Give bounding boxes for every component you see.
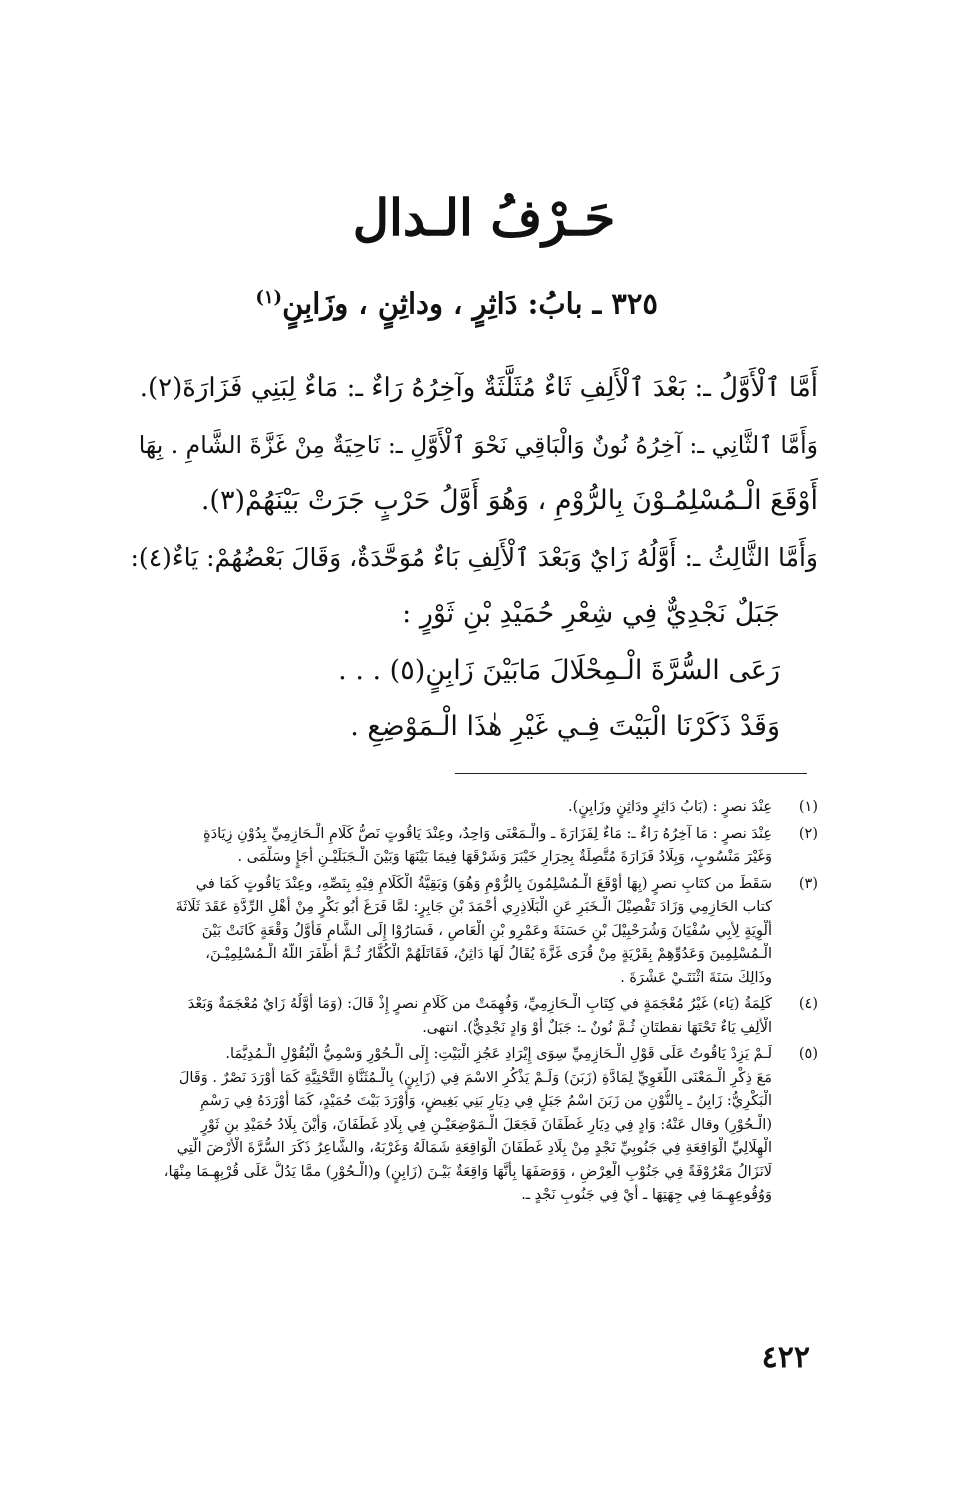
footnote-line: الْـمُسْلِمِينَ وَعَدُوِّهِمْ بِقَرْيَةٍ مِنْ قُرَى غَزَّةَ يُقَالُ لَهَا دَاثِنُ، فَقَاتَلَهُمْ الْكُفَّارُ ثُـمَّ أَظْفَرَ اللَّهُ الْـمُسْلِمِيْـنَ، (205, 946, 772, 962)
footnote-line: وذَالِكَ سَنَةَ اثْنَتَـيْ عَشْرَةَ . (620, 969, 772, 986)
footnote-line: سَقَطَ من كتَابِ نصرٍ (بِهَا أَوْقَعَ الْـمُسْلِمُونَ بِالرُّوْمِ وَهُوَ) وَبَقِيَّةُ الْكَلَامِ فِيْهِ بِنَصِّهِ، وعِنْدَ يَاقُوتٍ كَمَا في (195, 875, 772, 892)
footnote-number: (٤) (798, 996, 818, 1012)
section-heading (238, 278, 658, 324)
body-line: رَعَى السُّرَّةَ الْـمِحْلَالَ مَابَيْنَ زَابِنٍ(٥) . . . (338, 654, 780, 686)
footnote-text (98, 873, 772, 991)
body-text (128, 360, 818, 756)
footnote-number: (٣) (798, 875, 818, 892)
footnote-line: كتاب الحَازِمِي وَزَادَ تَفْصِيْلَ الْـخَبَرِ عَنِ الْبَلَاذِرِي أَحْمَدَ بْنِ جَابِرٍ: لمَّا فَرَغَ أَبُو بَكْرٍ مِنْ أَهْلِ الرِّدَّةِ عَقَدَ ثَلَاثَةَ (175, 899, 772, 915)
body-line: وَأَمَّا الثَّالِثُ ـ: أَوَّلُهُ زَايٌ وَبَعْدَ ٱلْأَلِفِ بَاءٌ مُوَحَّدَةٌ، وَقَالَ بَعْضُهُمْ: يَاءٌ(٤): (130, 542, 818, 572)
footnote-number: (١) (798, 799, 818, 815)
footnote (98, 796, 818, 820)
footnote-line: لَـمْ يَزِدْ يَاقُوتُ عَلَى قَوْلِ الْـحَازِمِيِّ سِوَى إِيْرَادِ عَجُزِ الْبَيْتِ: إِلَى الْـحُوْرِ وَسْمِيُّ الْبُقُوْلِ الْـمُدِيَّمَا. (225, 1046, 772, 1062)
chapter-title: حَـرْفُ الـدال (352, 188, 616, 247)
footnote-line: كَلِمَةُ (يَاء) غَيْرُ مُعْجَمَةٍ في كِتَابِ الْـحَازِمِيِّ، وَفُهِمَتْ من كَلَامِ نصرٍ إِذْ قَالَ: (وَمَا أَوَّلُهُ زَايٌ مُعْجَمَةٌ وَبَعْدَ (187, 996, 772, 1012)
footnote-text (98, 1043, 772, 1208)
footnote-line: عِنْدَ نصرٍ : مَا آخِرُهُ رَاءٌ ـ: مَاءٌ لِفَزَارَةَ ـ والْـمَعْنَى وَاحِدٌ، وعِنْدَ يَاقُوتٍ نَصُّ كَلَامِ الْـحَازِمِيِّ بِدُوْنِ زِيَادَةٍ (203, 825, 772, 842)
footnote-separator (455, 773, 807, 774)
footnote-line: عِنْدَ نصرٍ : (بَابُ دَاثِرٍ ودَاثِنٍ وزَابِنٍ). (567, 799, 772, 815)
footnote-text (98, 796, 772, 820)
footnote-line: وَغَيْرَ مَنْسُوبٍ، وَبِلَادُ فَزَارَةَ مُتَّصِلَةٌ بِحِرَارِ خَيْبَرَ وَشَرْقَهَا فِيمَا بَيْنَهَا وَبَيْنَ الْـجَبَلَيْـنِ أَجَإٍ وسَلْمَى . (237, 849, 772, 865)
footnotes (98, 796, 818, 1211)
footnote-line: أَلْوِيَةٍ لِأَبِي سُفْيَانَ وَشُرَحْبِيْلَ بْنِ حَسَنَةَ وعَمْرِو بْنِ الْعَاصِ ، فَسَارُوْا إِلَى الشَّامِ فَأَوَّلُ وَقْعَةٍ كَانَتْ بَيْنَ (201, 922, 772, 939)
section-heading-footnote-ref: (١) (255, 287, 283, 308)
footnote (98, 1043, 818, 1208)
footnote-line: وَوُقُوعِهِـمَا فِي جِهَتِهَا ـ أَيْ فِي جَنُوبِ نَجْدٍ ـ. (521, 1187, 772, 1203)
footnote-number: (٢) (798, 825, 818, 842)
body-line: جَبَلٌ نَجْدِيٌّ فِي شِعْرِ حُمَيْدِ بْنِ ثَوْرٍ : (402, 598, 780, 629)
footnote-line: (الْـحُوْرِ) وقال عَنْهُ: وَادٍ فِي دِيَارِ غَطَفَانَ فَجَعَلَ الْـمَوْضِعَيْـنِ فِي بِلَادِ غَطَفَانَ، وَأَيْنَ بِلَادُ حُمَيْدِ بنِ ثَوْرٍ (200, 1116, 772, 1133)
footnote-text (98, 823, 772, 870)
footnote-line: الْهِلَالِيِّ الْوَاقِعَةِ فِي جَنُوبِيِّ نَجْدٍ مِنْ بِلَادِ غَطَفَانَ الْوَاقِعَةِ شَمَالَهُ وَغَرْبَهُ، والشَّاعِرُ ذَكَرَ السُّرَّةَ الْأَرْضَ الَّتِي (176, 1140, 772, 1156)
footnote-text (98, 993, 772, 1040)
footnote-line: مَعَ ذِكْرِ الْـمَعْنَى اللُّغَوِيِّ لِمَادَّةِ (زَبَنَ) وَلَـمْ يَذْكُرِ الاسْمَ فِي (زَابِنٍ) بِالْـمُثَنَّاةِ التَّحْتِيَّةِ كَمَا أَوْرَدَ نَصْرٌ . وَقَالَ (178, 1069, 772, 1086)
footnote-line: الْبَكْرِيُّ: زَابِنُ ـ بِالنُّوْنِ من زَبَنَ اسْمُ جَبَلٍ فِي دِيَارِ بَنِي بَغِيضٍ، وَأَوْرَدَ بَيْتَ حُمَيْدٍ، كَمَا أَوْرَدَهُ فِي رَسْمِ (200, 1093, 772, 1109)
body-line: أَمَّا ٱلْأَوَّلُ ـ: بَعْدَ ٱلْأَلِفِ ثَاءٌ مُثَلَّثَةٌ وآخِرُهُ رَاءٌ ـ: مَاءٌ لِبَنِي فَزَارَةَ(٢). (139, 373, 818, 403)
footnote (98, 873, 818, 991)
body-line: وَأَمَّا ٱلثَّانِي ـ: آخِرُهُ نُونٌ وَالْبَاقِي نَحْوَ ٱلْأَوَّلِ ـ: نَاحِيَةٌ مِنْ غَزَّةَ الشَّامِ . بِهَا (138, 430, 818, 459)
footnote-number: (٥) (798, 1046, 818, 1062)
footnote-line: لَانَزَالُ مَعْرُوْفَةً فِي جَنُوْبِ الْعِرْضِ ، وَوَصَفَهَا بِأَنَّهَا وَاقِعَةٌ بَيْـنَ (زَابِنٍ) و(الْـحُوْرِ) ممَّا يَدُلُّ عَلَى قُرْبِهِـمَا مِنْهَا، (163, 1163, 772, 1180)
body-line: أَوْقَعَ الْـمُسْلِمُـوْنَ بِالرُّوْمِ ، وَهُوَ أَوَّلُ حَرْبٍ جَرَتْ بَيْنَهُمْ(٣). (200, 485, 818, 516)
footnote (98, 823, 818, 870)
page-number: ٤٢٢ (761, 1340, 810, 1375)
section-heading-text: ٣٢٥ ـ بابُ: دَاثِرٍ ، وداثِنٍ ، وزَابِنٍ (282, 286, 658, 321)
footnote (98, 993, 818, 1040)
body-line: وَقَدْ ذَكَرْنَا الْبَيْتَ فِـي غَيْرِ هٰذَا الْـمَوْضِعِ . (350, 711, 780, 742)
footnote-line: الْأَلِفِ يَاءٌ تَحْتَهَا نقطتَانِ ثُـمَّ نُونٌ ـ: جَبَلٌ أَوْ وَادٍ نَجْدِيٌّ). انتهى. (422, 1019, 772, 1036)
